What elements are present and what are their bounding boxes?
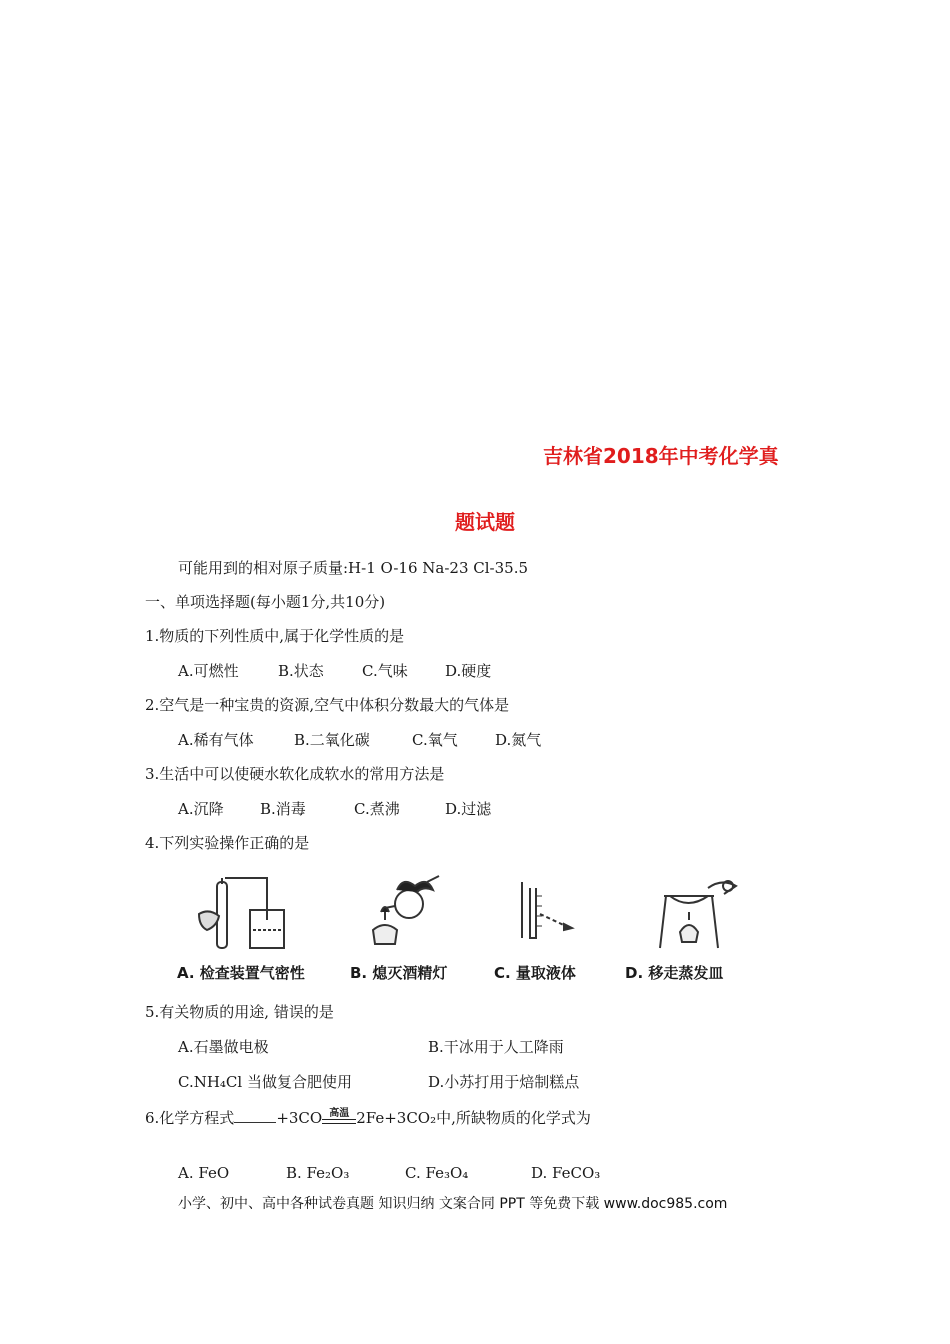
figure-b-caption: B. 熄灭酒精灯 (350, 964, 448, 982)
footer-download-note: 小学、初中、高中各种试卷真题 知识归纳 文案合同 PPT 等免费下载 www.doc985.com (178, 1196, 728, 1212)
q6-stem-prefix: 6.化学方程式 (145, 1109, 235, 1127)
graduated-cylinder-figure (512, 880, 582, 940)
question-1-stem: 1.物质的下列性质中,属于化学性质的是 (145, 627, 405, 645)
q2-option-d: D.氮气 (495, 731, 542, 749)
q5-option-c: C.NH₄Cl 当做复合肥使用 (178, 1073, 352, 1091)
q3-option-d: D.过滤 (445, 800, 492, 818)
section-heading: 一、单项选择题(每小题1分,共10分) (145, 593, 386, 611)
q6-option-d: D. FeCO₃ (531, 1164, 601, 1182)
q6-option-c: C. Fe₃O₄ (405, 1164, 469, 1182)
q1-option-c: C.气味 (362, 662, 408, 680)
q5-option-a: A.石墨做电极 (178, 1038, 269, 1056)
question-3-stem: 3.生活中可以使硬水软化成软水的常用方法是 (145, 765, 445, 783)
atomic-masses: 可能用到的相对原子质量:H-1 O-16 Na-23 Cl-35.5 (178, 559, 529, 577)
q2-option-b: B.二氧化碳 (294, 731, 370, 749)
question-4-stem: 4.下列实验操作正确的是 (145, 834, 310, 852)
q6-stem-suffix: 2Fe+3CO₂中,所缺物质的化学式为 (356, 1109, 591, 1127)
q1-option-a: A.可燃性 (178, 662, 239, 680)
q6-option-b: B. Fe₂O₃ (286, 1164, 350, 1182)
q6-option-a: A. FeO (178, 1164, 230, 1182)
q5-option-d: D.小苏打用于焙制糕点 (428, 1073, 580, 1091)
q3-option-a: A.沉降 (178, 800, 224, 818)
figure-c-caption: C. 量取液体 (494, 964, 576, 982)
answer-blank (234, 1108, 276, 1123)
q3-option-b: B.消毒 (260, 800, 306, 818)
q6-stem-mid: +3CO (276, 1109, 323, 1127)
evaporating-dish-figure (652, 876, 744, 956)
reaction-condition: 高温 (329, 1108, 350, 1119)
doc-title-line2: 题试题 (455, 510, 515, 534)
figure-d-caption: D. 移走蒸发皿 (625, 964, 724, 982)
q1-option-d: D.硬度 (445, 662, 492, 680)
question-2-stem: 2.空气是一种宝贵的资源,空气中体积分数最大的气体是 (145, 696, 510, 714)
question-6-stem (145, 1107, 591, 1128)
q3-option-c: C.煮沸 (354, 800, 400, 818)
alcohol-lamp-figure (365, 872, 445, 957)
figure-a-caption: A. 检查装置气密性 (177, 964, 305, 982)
q5-option-b: B.干冰用于人工降雨 (428, 1038, 564, 1056)
q2-option-c: C.氧气 (412, 731, 458, 749)
q2-option-a: A.稀有气体 (178, 731, 254, 749)
doc-title-line1: 吉林省2018年中考化学真 (543, 444, 779, 468)
test-tube-airtightness-figure (195, 872, 305, 957)
question-5-stem: 5.有关物质的用途, 错误的是 (145, 1003, 334, 1021)
q1-option-b: B.状态 (278, 662, 324, 680)
reaction-arrow-icon (322, 1110, 356, 1128)
